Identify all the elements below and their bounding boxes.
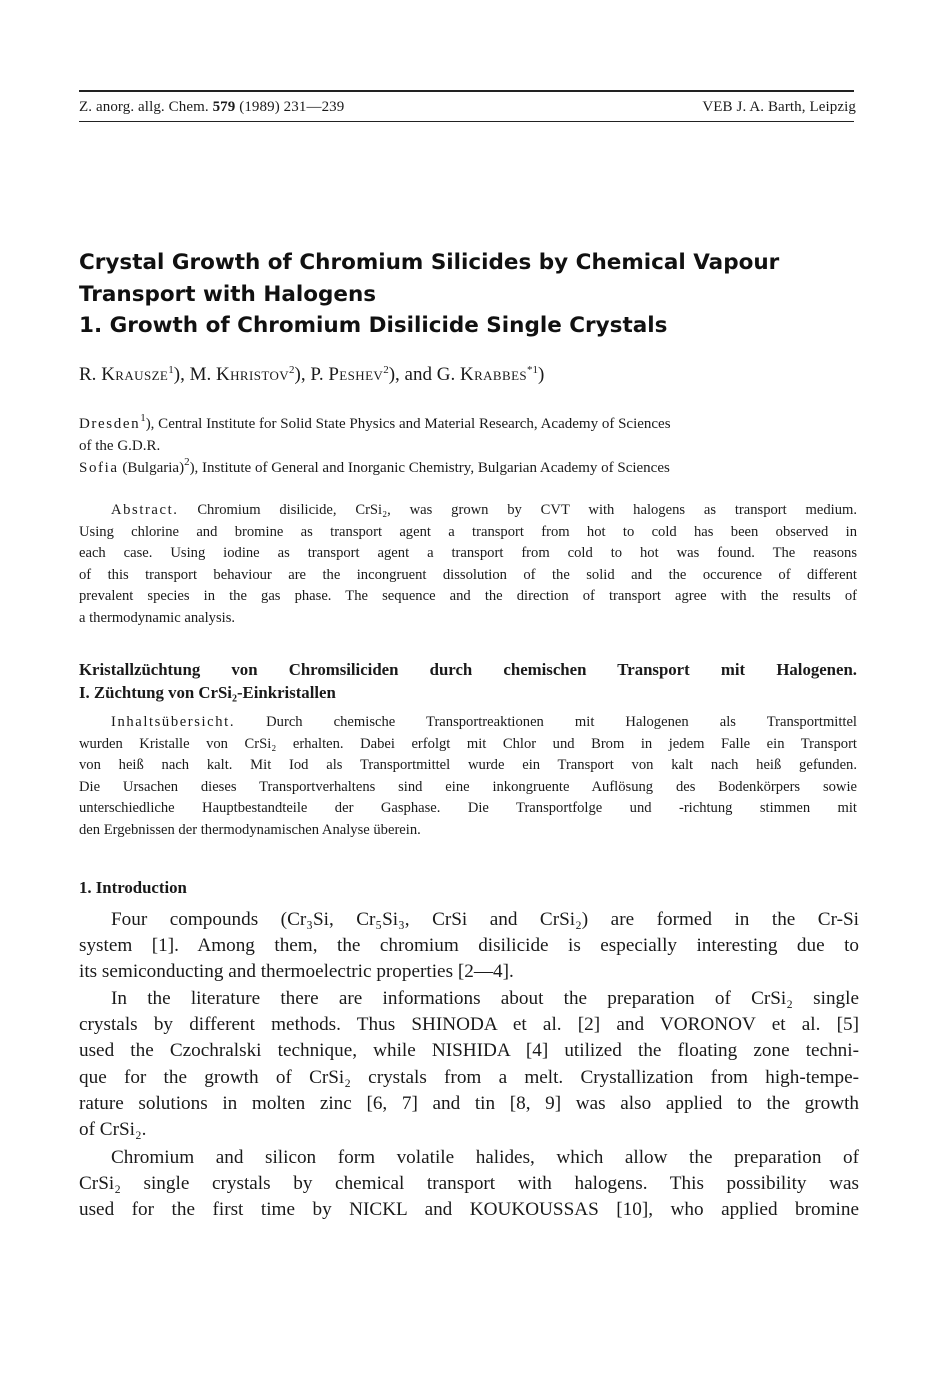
title-line: Crystal Growth of Chromium Silicides by Chemical Vapour [79,250,780,275]
intro-paragraph-3 [79,1145,859,1224]
author: G. Krabbes$^{*1}$) [436,364,545,385]
author-list: R. Krausze$^1$), M. Khristov$^2$), P. Peshev$^2$), and G. Krabbes$^{*1}$) [79,364,545,385]
abstract-line: wurden Kristalle von CrSi₂ erhalten. Dabei erfolgt mit Chlor und Brom in jedem Falle ein Transport [79,735,857,752]
body-line: crystals by different methods. Thus SHINODA et al. [2] and VORONOV et al. [5] [79,1014,859,1036]
abstract-line: unterschiedliche Hauptbestandteile der Gasphase. Die Transportfolge und -richtung stimmen mit [79,800,857,817]
intro-paragraph-1 [79,907,859,986]
author: M. Khristov$^2$) [189,364,301,385]
header-top-rule [79,90,854,92]
author: P. Peshev$^2$) [310,364,396,385]
body-line: rature solutions in molten zinc [6, 7] and tin [8, 9] was also applied to the growth [79,1092,859,1114]
german-title: Kristallzüchtung von Chromsiliciden durch chemischen Transport mit Halogenen. I. Züchtung von CrSi₂-Einkristallen [79,660,857,702]
section-heading: 1. Introduction [79,878,187,897]
paper-title [79,247,859,342]
publisher: VEB J. A. Barth, Leipzig [702,99,856,115]
abstract-line: Inhaltsübersicht. Durch chemische Transportreaktionen mit Halogenen als Transportmittel [111,714,857,730]
title-line: Transport with Halogens [79,281,377,307]
abstract-line: Using chlorine and bromine as transport agent a transport from hot to cold has been observed in [79,523,857,540]
citation-volume: 579 [212,99,236,115]
affiliation-sofia: Sofia (Bulgaria)$^2$), Institute of General and Inorganic Chemistry, Bulgarian Academy of Sciences [79,456,670,476]
body-line: of CrSi₂. [79,1119,147,1141]
abstract-line: den Ergebnissen der thermodynamischen Analyse überein. [79,821,421,838]
citation-year-pages: (1989) 231—239 [235,99,345,115]
subtitle-line: 1. Growth of Chromium Disilicide Single Crystals [79,313,668,338]
body-line: used the Czochralski technique, while NISHIDA [4] utilized the floating zone techni- [79,1040,859,1062]
body-line: used for the first time by NICKL and KOUKOUSSAS [10], who applied bromine [79,1199,859,1221]
body-line: que for the growth of CrSi₂ crystals from a melt. Crystallization from high-tempe- [79,1066,859,1088]
body-line: system [1]. Among them, the chromium disilicide is especially interesting due to [79,935,859,957]
abstract [79,500,857,630]
body-line: its semiconducting and thermoelectric properties [2—4]. [79,961,514,983]
abstract-line: each case. Using iodine as transport agent a transport from cold to hot was found. The reasons [79,545,857,562]
german-abstract [79,712,857,842]
affiliation-dresden: Dresden$^1$), Central Institute for Solid State Physics and Material Research, Academy of Sciences of the G.D.R. [79,412,671,454]
body-line: Chromium and silicon form volatile halides, which allow the preparation of [111,1147,859,1168]
journal-citation [79,99,344,116]
body-line: In the literature there are informations about the preparation of CrSi₂ single [111,988,859,1009]
author: R. Krausze$^1$) [79,364,181,385]
abstract-line: von heiß nach kalt. Mit Iod als Transportmittel wurde ein Transport von kalt nach heiß gefunden. [79,757,857,774]
body-line: Four compounds (Cr₃Si, Cr₅Si₃, CrSi and CrSi₂) are formed in the Cr-Si [111,909,859,930]
abstract-line: Die Ursachen dieses Transportverhaltens sind eine inkongruente Auflösung des Bodenkörpers sowie [79,778,857,795]
intro-paragraph-2 [79,986,859,1143]
abstract-line: Abstract. Chromium disilicide, CrSi₂, was grown by CVT with halogens as transport medium. [111,502,857,518]
abstract-line: a thermodynamic analysis. [79,609,236,626]
citation-journal: Z. anorg. allg. Chem. [79,99,213,115]
body-line: CrSi₂ single crystals by chemical transport with halogens. This possibility was [79,1173,859,1195]
abstract-line: prevalent species in the gas phase. The sequence and the direction of transport agree with the results of [79,588,857,605]
abstract-line: of this transport behaviour are the incongruent dissolution of the solid and the occurence of different [79,566,857,583]
header-bottom-rule [79,121,854,122]
